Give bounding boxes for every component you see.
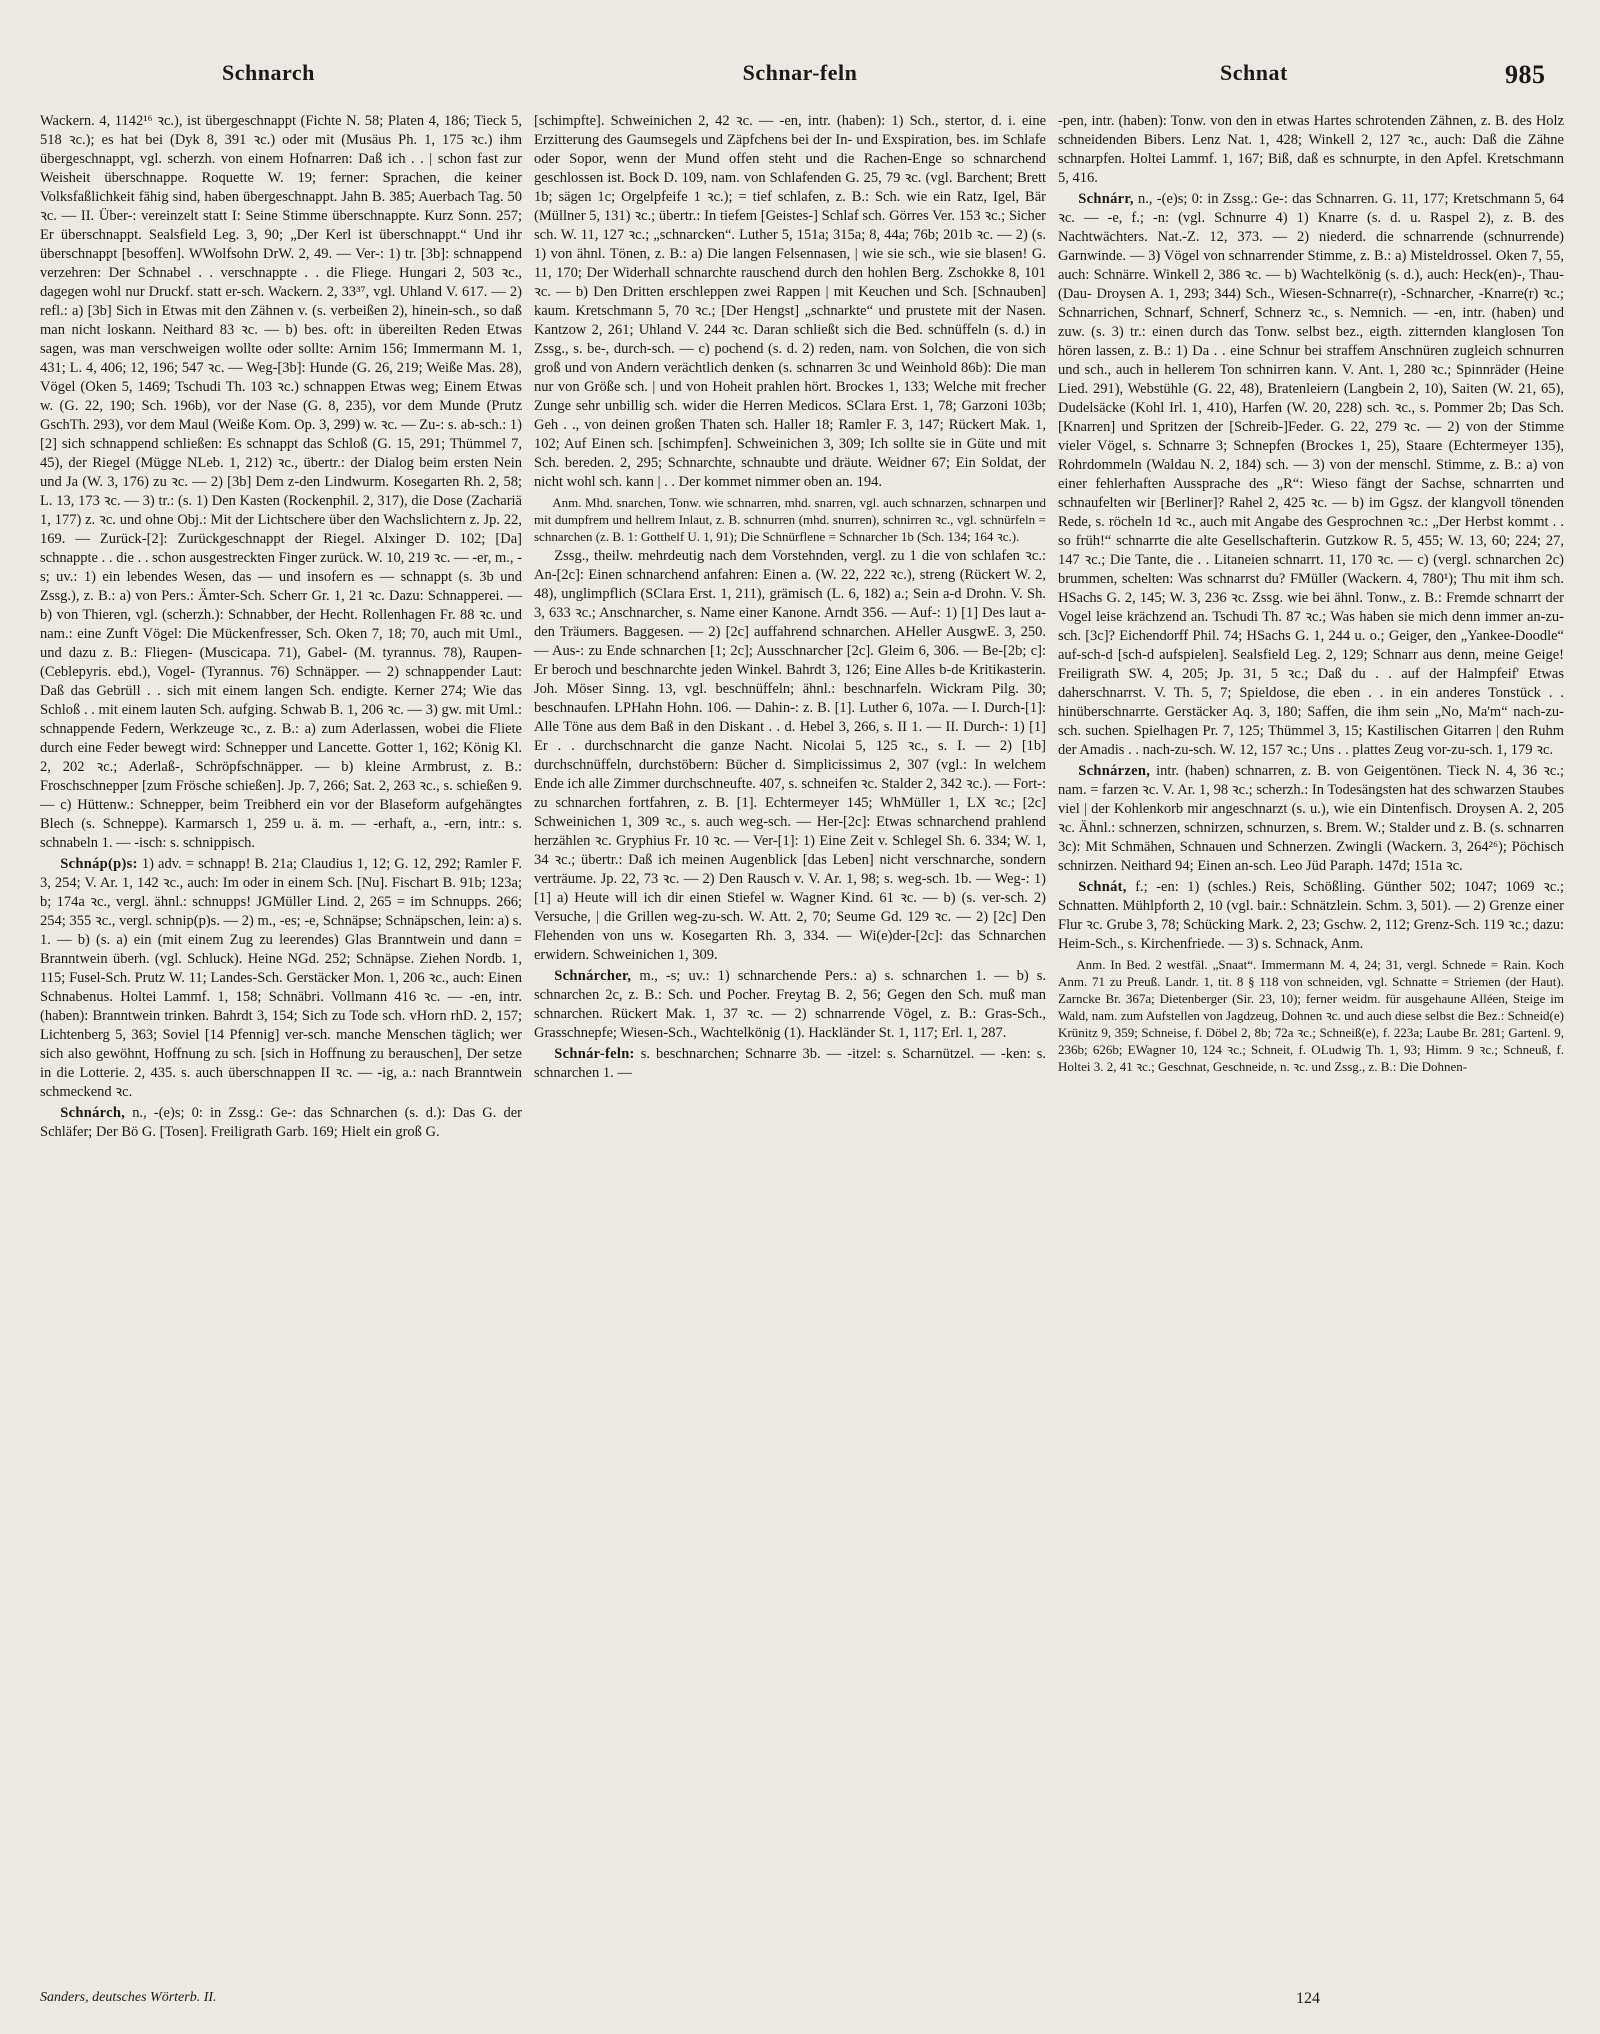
entry-paragraph bbox=[1058, 878, 1564, 954]
entry-text: f.; -en: 1) (schles.) Reis, Schößling. Günther 502; 1047; 1069 ꝛc.; Schnatten. Mühlpforth 2, 10 (vgl. bair.: Schnätzlein. Schm. 3, 501). — 2) Grenze einer Flur ꝛc. Grube 3, 78; Schücking Mark. 2, 23; Gschw. 2, 112; Grenz-Sch. 119 ꝛc.; dazu: Heim-Sch., s. Kirchenfriede. — 3) s. Schnack, Anm. bbox=[1058, 879, 1564, 952]
entry-text: [schimpfte]. Schweinichen 2, 42 ꝛc. — -en, intr. (haben): 1) Sch., stertor, d. i. eine Erzitterung des Gaumsegels und Zäpfchens bei der In- und Exspiration, bes. im Schlafe oder Sopor, wenn der Mund offen steht und die Rachen-Enge so schnarchend geschlossen ist. Bock D. 109, nam. von Schlafenden G. 25, 79 ꝛc. (vgl. Barchent; Brett 1b; sägen 1c; Orgelpfeife 1 ꝛc.); = tief schlafen, z. B.: Sch. wie ein Ratz, Igel, Bär (Müllner 5, 131) ꝛc.; übertr.: In tiefem [Geistes-] Schlaf sch. Görres Ver. 153 ꝛc.; Sicher sch. W. 11, 127 ꝛc.; „schnarcken“. Luther 5, 151a; 315a; 8, 44a; 76b; 201b ꝛc. — 2) (s. 1) von ähnl. Tönen, z. B.: a) Die langen Felsennasen, | wie sie sch., wie sie blasen! G. 11, 170; Der Widerhall schnarchte rauschend durch den hohlen Berg. Zschokke 8, 101 ꝛc. — b) Den Dritten erschleppen zwei Rappen | mit Keuchen und Sch. [Schnauben] kaum. Kretschmann 5, 70 ꝛc.; [Der Hengst] „schnarkte“ und prustete mit der Nasen. Kantzow 2, 261; Uhland V. 244 ꝛc. Daran schließt sich die Bed. schnüffeln (s. d.) in Zssg., s. be-, durch-sch. — c) pochend (s. d. 2) reden, nam. von Solchen, die von sich groß und von Andern verächtlich denken (s. schnarren 3c und Weinhold 86b): Die man nur von Größe sch. | und von Hoheit prahlen hört. Brockes 1, 133; Welche mit frecher Zunge sehr unbillig sch. wider die Herren Medicos. SClara Erst. 1, 78; Garzoni 103b; Geh . ., von deinen großen Thaten sch. Haller 18; Ramler F. 3, 147; Rückert Mak. 1, 102; Auf Einen sch. [schimpfen]. Schweinichen 3, 309; Ich sollte sie in Güte und mit Sch. bereden. 2, 295; Schnarchte, schnaubte und dräute. Weidner 67; Ein Soldat, der nicht wohl sch. kann | . . Der kommet nimmer oben an. 194. bbox=[534, 113, 1046, 490]
running-head-right: Schnat bbox=[1220, 60, 1288, 85]
headword: Schnárzen, bbox=[1078, 763, 1151, 779]
page-number: 985 bbox=[1505, 60, 1546, 89]
entry-paragraph bbox=[534, 112, 1046, 492]
entry-paragraph bbox=[40, 855, 522, 1102]
footer-source-note: Sanders, deutsches Wörterb. II. bbox=[40, 1990, 217, 2005]
entry-text: n., -(e)s; 0: in Zssg.: Ge-: das Schnarren. G. 11, 177; Kretschmann 5, 64 ꝛc. — -e, f.; -n: (vgl. Schnurre 4) 1) Knarre (s. d. u. Raspel 2), z. B. des Nachtwächters. Nat.-Z. 12, 373. — 2) niederd. die schnarrende (schnurrende) Garnwinde. — 3) Vögel von schnarrender Stimme, z. B.: a) Misteldrossel. Oken 7, 55, auch: Schnärre. Winkell 2, 386 ꝛc. — b) Wachtelkönig (s. d.), auch: Heck(en)-, Thau- (Dau- Droysen A. 1, 293; 344) Sch., Wiesen-Schnarre(r), -Schnarcher, -Knarre(r) ꝛc.; Schnarrichen, Schnarf, Schnerf, Schnerz ꝛc., s. Nemnich. — -en, intr. (haben) und zuw. (s. 3) tr.: einen durch das Tonw. selbst bez., eigth. zitternden klanglosen Ton hören lassen, z. B.: 1) Da . . eine Schnur bei straffem Anschnüren zugleich schnurren und sch., auch in hellerem Ton schnirren kann. V. Ant. 1, 280 ꝛc.; Spinnräder (Heine Lied. 291), Webstühle (G. 22, 48), Bratenleiern (Langbein 2, 10), Saiten (W. 21, 65), Dudelsäcke (Kohl Irl. 1, 410), Harfen (W. 20, 228) sch. ꝛc., s. Pommer 2b; Das Sch. [Knarren] und Spritzen der [Schreib-]Feder. G. 22, 279 ꝛc. — 2) von der Stimme vieler Vögel, s. Schnarre 3; Schnepfen (Brockes 1, 25), Staare (Echtermeyer 135), Rohrdommeln (Waldau N. 2, 184) sch. — 3) von der menschl. Stimme, z. B.: a) von einer fehlerhaften Aussprache des „R“: Wieso fängt der Sachse, schnarrten und schnaufelten wir [Berliner]? Rahel 2, 425 ꝛc. — b) im Ggsz. der klangvoll tönenden Rede, s. röcheln 1d ꝛc., auch mit Angabe des Gesprochnen ꝛc.: „Der Herbst kommt . . so früh!“ schnarrte die alte Gesellschafterin. Gutzkow R. 5, 455; W. 13, 60; 224; 27, 147 ꝛc.; Die Tante, die . . Litaneien schnarrt. 11, 170 ꝛc. — c) (vergl. schnarchen 2c) brummen, schelten: Was schnarrst du? FMüller (Wackern. 4, 780¹); Thu mit ihm sch. HSachs G. 2, 145; W. 3, 236 ꝛc. Zssg. wie bei ähnl. Tonw., z. B.: Fremde schnarrt der Vogel leise krächzend an. Tschudi Th. 87 ꝛc.; Was haben sie mich denn immer an-zu-sch. [3c]? Eichendorff Phil. 74; HSachs G. 1, 244 u. o.; Geiger, den „Yankee-Doodle“ auf-sch-d [sch-d aufspielen]. Sealsfield Leg. 2, 129; Schnarr aus denn, meine Geige! Freiligrath SW. 4, 205; Jp. 31, 5 ꝛc.; Daß du . . auf der Halmpfeif' Etwas daherschnarrst. V. Th. 5, 7; Spieldose, die eben . . in ein anderes Tonstück . . hinüberschnarrte. Gerstäcker Aq. 3, 180; Saffen, die ihm sein „No, Ma'm“ nach-zu-sch. suchen. Spielhagen Pr. 7, 125; Thümmel 3, 15; Kastilischen Gitarren | den Ruhm der Amadis . . nach-zu-sch. W. 12, 157 ꝛc.; Uns . . plattes Zeug vor-zu-sch. 1, 179 ꝛc. bbox=[1058, 191, 1564, 758]
entry-text: s. beschnarchen; Schnarre 3b. — -itzel: s. Scharnützel. — -ken: s. schnarchen 1. — bbox=[534, 1046, 1047, 1081]
entry-paragraph bbox=[534, 547, 1046, 965]
note-paragraph bbox=[1058, 956, 1564, 1075]
signature-mark: 124 bbox=[1296, 1990, 1320, 2007]
running-head-left: Schnarch bbox=[222, 60, 315, 85]
column-2 bbox=[534, 112, 1046, 1974]
headword: Schnár-feln: bbox=[554, 1046, 635, 1062]
entry-paragraph bbox=[534, 967, 1046, 1043]
entry-text: -pen, intr. (haben): Tonw. von den in etwas Hartes schrotenden Zähnen, z. B. des Holz schneidenden Bibers. Lenz Nat. 1, 428; Winkell 2, 127 ꝛc., auch: Daß die Zähne schnarpfen. Holtei Lammf. 1, 167; Biß, daß es schnurpte, in den Apfel. Kretschmann 5, 416. bbox=[1058, 113, 1564, 186]
headword: Schnáp(p)s: bbox=[60, 856, 138, 872]
entry-paragraph bbox=[40, 112, 522, 853]
entry-paragraph bbox=[534, 1045, 1046, 1083]
headword: Schnárch, bbox=[60, 1105, 126, 1121]
headword: Schnát, bbox=[1078, 879, 1127, 895]
entry-text: Anm. In Bed. 2 westfäl. „Snaat“. Immermann M. 4, 24; 31, vergl. Schnede = Rain. Koch Anm. 71 zu Preuß. Landr. 1, tit. 8 § 118 von schneiden, vgl. Schnatte = Striemen (der Haut). Zarncke Br. 367a; Dietenberger (Sir. 23, 10); ferner weidm. für ausgehaune Alléen, Steige im Wald, nam. zum Aufstellen von Jagdzeug, Dohnen ꝛc. und auch diese selbst die Bez.: Schneid(e) Krünitz 9, 359; Schneise, f. Döbel 2, 8b; 72a ꝛc.; Schneiß(e), f. 223a; Laube Br. 281; Gartenl. 9, 236b; 626b; EWagner 10, 124 ꝛc.; Schneit, f. OLudwig Th. 1, 93; Himm. 9 ꝛc.; Schneuß, f. Holtei 3. 2, 41 ꝛc.; Geschnat, Geschneide, n. ꝛc. und Zssg., z. B.: Die Dohnen- bbox=[1058, 957, 1564, 1074]
entry-text: Anm. Mhd. snarchen, Tonw. wie schnarren, mhd. snarren, vgl. auch schnarzen, schnarpen und mit dumpfrem und hellrem Inlaut, z. B. schnurren (mhd. snurren), schnirren ꝛc., vgl. schnürfeln = schnarchen (z. B. 1: Gotthelf U. 1, 91); Die Schnürflene = Schnarcher 1b (Sch. 134; 164 ꝛc.). bbox=[534, 495, 1046, 544]
entry-text: 1) adv. = schnapp! B. 21a; Claudius 1, 12; G. 12, 292; Ramler F. 3, 254; V. Ar. 1, 142 ꝛc., auch: Im oder in einem Sch. [Nu]. Fischart B. 91b; 123a; b; 174a ꝛc., vergl. ähnl.: schnupps! JGMüller Lind. 2, 265 = im Schnupps. 266; 254; 355 ꝛc., vergl. schnip(p)s. — 2) m., -es; -e, Schnäpse; Schnäpschen, lein: a) s. 1. — b) (s. a) ein (mit einem Zug zu leerendes) Glas Branntwein und dann = Branntwein überh. (vgl. Schluck). Heine NGd. 252; Schnäpse. Ziehen Nordb. 1, 115; Fusel-Sch. Prutz W. 11; Landes-Sch. Gerstäcker Mon. 1, 206 ꝛc., auch: Einen Schnabenus. Holtei Lammf. 1, 158; Schnäbri. Vollmann 416 ꝛc. — -en, intr. (haben): Branntwein trinken. Bahrdt 3, 154; Sich zu Tode sch. vHorn rhD. 2, 157; Lichtenberg 5, 363; Soviel [14 Pfennig] ver-sch. manche Menschen täglich; wer sich also gewöhnt, Hoffnung zu sch. [sich in Hoffnung zu berauschen], Der setze in die Lotterie. 2, 435. s. auch überschnappen II ꝛc. — -ig, a.: nach Branntwein schmeckend ꝛc. bbox=[40, 856, 523, 1100]
headword: Schnárcher, bbox=[554, 968, 632, 984]
column-3 bbox=[1058, 112, 1564, 1974]
headword: Schnárr, bbox=[1078, 191, 1134, 207]
column-1 bbox=[40, 112, 522, 1974]
entry-text: Wackern. 4, 1142¹⁶ ꝛc.), ist übergeschnappt (Fichte N. 58; Platen 4, 186; Tieck 5, 518 ꝛc.); es hat bei (Dyk 8, 391 ꝛc.) oder mit (Musäus Ph. 1, 175 ꝛc.) ihm übergeschnappt, vgl. scherzh. von einem Hofnarren: Daß ich . . | schon fast zur Weisheit überschnappe. Roquette W. 19; ferner: Sprachen, die keiner Volksfaßlichkeit fähig sind, haben übergeschnappt. Jahn B. 385; Auerbach Tag. 50 ꝛc. — II. Über-: vereinzelt statt I: Seine Stimme überschnappte. Kurz Sonn. 257; Er überschnappt. Sealsfield Leg. 3, 90; „Der Kerl ist überschnappt.“ Und ihr überschnappt [besoffen]. WWolfsohn DrW. 2, 49. — Ver-: 1) tr. [3b]: schnappend verzehren: Der Schnabel . . verschnappte . . die Fliege. Hungari 2, 503 ꝛc., dagegen wohl nur Druckf. statt er-sch. Wackern. 2, 33³⁷, vgl. Uhland V. 617. — 2) refl.: a) [3b] Sich in Etwas mit den Zähnen v. (s. verbeißen 2), hinein-sch., so daß man nicht loskann. Neithard 83 ꝛc. — b) bes. oft: in übereilten Reden Etwas sagen, was man verschweigen wollte oder sollte: Arnim 156; Immermann M. 1, 431; L. 4, 406; 12, 196; 547 ꝛc. — Weg-[3b]: Hunde (G. 26, 219; Weiße Mas. 28), Vögel (Oken 5, 1469; Tschudi Th. 103 ꝛc.) schnappen Etwas weg; Einem Etwas w. (G. 22, 190; Sch. 196b), vor der Nase (G. 8, 235), vor dem Munde (Prutz GschTh. 293), vor dem Maul (Weiße Kom. Op. 3, 299) w. ꝛc. — Zu-: s. ab-sch.: 1) [2] sich schnappend schließen: Es schnappt das Schloß (G. 15, 291; Thümmel 7, 45), der Riegel (Mügge NLeb. 1, 212) ꝛc., übertr.: der Dialog beim ersten Nein und Ja (W. 3, 176) zu ꝛc. — 2) [3b] Dem z-den Lindwurm. Kosegarten Rh. 2, 58; L. 13, 173 ꝛc. — 3) tr.: (s. 1) Den Kasten (Rockenphil. 2, 317), die Dose (Zachariä 1, 177) z. ꝛc. und ohne Obj.: Mit der Lichtschere über den Wachslichtern z. Jp. 22, 169. — Zurück-[2]: Zurückgeschnappt der Riegel. Alxinger D. 102; [Da] schnappte . . die . . schon ausgestreckten Finger zurück. W. 10, 219 ꝛc. — -er, m., -s; uv.: 1) ein lebendes Wesen, das — und insofern es — schnappt (s. 3b und Zssg.), z. B.: a) von Pers.: Ämter-Sch. Scherr Gr. 1, 21 ꝛc. Dazu: Schnapperei. — b) von Thieren, vgl. (scherzh.): Schnabber, der Hecht. Rollenhagen Fr. 88 ꝛc. und nam.: eine Zunft Vögel: Die Mückenfresser, Sch. Oken 7, 18; 70, auch mit Uml., und dazu z. B.: Fliegen- (Muscicapa. 71), Gabel- (M. tyrannus. 78), Raupen- (Ceblepyris. ebd.), Vogel- (Tyrannus. 76) Schnäpper. — 2) schnappender Laut: Daß das Gebrüll . . sich mit einem langen Sch. endigte. Kerner 274; Wie das Schloß . . mit einem lauten Sch. aufging. Schwab B. 1, 206 ꝛc. — 3) gw. mit Uml.: schnappende Federn, Werkzeuge ꝛc., z. B.: a) zum Aderlassen, wobei die Fliete durch eine Feder bewegt wird: Schnepper und Lancette. Gotter 1, 162; König Kl. 2, 202 ꝛc.; Aderlaß-, Schröpfschnäpper. — b) kleine Armbrust, z. B.: Froschschnepper [zum Frösche schießen]. Jp. 7, 266; Sat. 2, 263 ꝛc., s. schießen 9. — c) Hüttenw.: Schnepper, beim Treibherd ein vor der Blaseform aufgehängtes Blech (s. Schneppe). Karmarsch 1, 259 u. ä. m. — -erhaft, a., -ern, intr.: s. schnabeln 1. — -isch: s. schnippisch. bbox=[40, 113, 522, 851]
entry-paragraph bbox=[1058, 190, 1564, 760]
note-paragraph bbox=[534, 494, 1046, 545]
entry-text: Zssg., theilw. mehrdeutig nach dem Vorstehnden, vergl. zu 1 die von schlafen ꝛc.: An-[2c]: Einen schnarchend anfahren: Einen a. (W. 22, 222 ꝛc.), streng (Rückert W. 2, 48), unglimpflich (SClara Erst. 1, 211), grämisch (L. 6, 182) a.; Sein a-d Drohn. V. Sh. 3, 633 ꝛc.; Anschnarcher, s. Name einer Kanone. Arndt 356. — Auf-: 1) [1] Des laut a-den Träumers. Baggesen. — 2) [2c] auffahrend schnarchen. AHeller AusgwE. 3, 250. — Aus-: zu Ende schnarchen [1; 2c]; Ausschnarcher [2c]. Gleim 6, 306. — Be-[2b; c]: Er beroch und beschnarchte jeden Winkel. Bahrdt 3, 126; Eine Alles b-de Kritikasterin. Joh. Möser Sinng. 13, vgl. beschnüffeln; ähnl.: beschnarfeln. Wickram Pilg. 30; beschnaufen. LPHahn Hohn. 106. — Dahin-: z. B. [1]. Luther 6, 107a. — I. Durch-[1]: Alle Töne aus dem Baß in den Diskant . . d. Hebel 3, 266, s. II 1. — II. Durch-: 1) [1] Er . . durchschnarcht die ganze Nacht. Nicolai 5, 125 ꝛc., s. I. — 2) [1b] durchschnüffeln, durchstöbern: Bücher d. Simplicissimus 2, 307 (vgl.: In welchem Ende ich alle Zimmer durchschneufte. 407, s. schneifen ꝛc. Stalder 2, 342 ꝛc.). — Fort-: zu schnarchen fortfahren, z. B. [1]. Echtermeyer 145; WhMüller 1, LX ꝛc.; [2c] Schweinichen 1, 309 ꝛc., s. auch weg-sch. — Her-[2c]: Etwas schnarchend prahlend herzählen ꝛc. Gryphius Fr. 10 ꝛc. — Ver-[1]: 1) Eine Zeit v. Schlegel Sh. 6. 334; W. 1, 34 ꝛc.; übertr.: Daß ich meinen Augenblick [das Leben] nicht verschnarche, sondern verträume. Jp. 22, 73 ꝛc. — 2) Den Rausch v. V. Ar. 1, 98; s. weg-sch. 1b. — Weg-: 1) [1] a) Heute will ich dir einen Stiefel w. Wagner Kind. 61 ꝛc. — b) (s. ver-sch. 2) Versuche, | die Grillen weg-zu-sch. W. Att. 2, 70; Seume Gd. 129 ꝛc. — 2) [2c] Den Flehenden von uns w. Kosegarten Rh. 3, 334. — Wi(e)der-[2c]: das Schnarchen erwidern. Schweinichen 1, 309. bbox=[534, 548, 1046, 963]
entry-paragraph bbox=[1058, 112, 1564, 188]
entry-text: n., -(e)s; 0: in Zssg.: Ge-: das Schnarchen (s. d.): Das G. der Schläfer; Der Bö G. [Tosen]. Freiligrath Garb. 169; Hielt ein groß G. bbox=[40, 1105, 522, 1140]
running-head-center: Schnar-feln bbox=[742, 60, 858, 85]
entry-paragraph bbox=[40, 1104, 522, 1142]
entry-text: m., -s; uv.: 1) schnarchende Pers.: a) s. schnarchen 1. — b) s. schnarchen 2c, z. B.: Sch. und Pocher. Freytag B. 2, 56; Gegen den Sch. muß man schnarchen. Rückert Mak. 1, 37 ꝛc. — 2) schnarrende Vögel, z. B.: Gras-Sch., Grasschnepfe; Wiesen-Sch., Wachtelkönig (1). Hackländer St. 1, 117; Erl. 1, 287. bbox=[534, 968, 1046, 1041]
entry-text: intr. (haben) schnarren, z. B. von Geigentönen. Tieck N. 4, 36 ꝛc.; nam. = farzen ꝛc. V. Ar. 1, 98 ꝛc.; scherzh.: In Todesängsten hat des schwarzen Staubes viel | der Kohlenkorb mir angeschnarzt (s. u.), wie ein Dintenfisch. Droysen A. 2, 205 ꝛc. Ähnl.: schnerzen, schnirzen, schnurzen, s. Brem. W.; Stalder und z. B. (s. schnarren 3c): Mit Schmähen, Schnauen und Schnerzen. Zwingli (Wackern. 3, 264²⁶); Pöchisch schnirzen. Neithard 94; Einen an-sch. Leo Jüd Paraph. 147d; 151a ꝛc. bbox=[1058, 763, 1565, 874]
entry-paragraph bbox=[1058, 762, 1564, 876]
